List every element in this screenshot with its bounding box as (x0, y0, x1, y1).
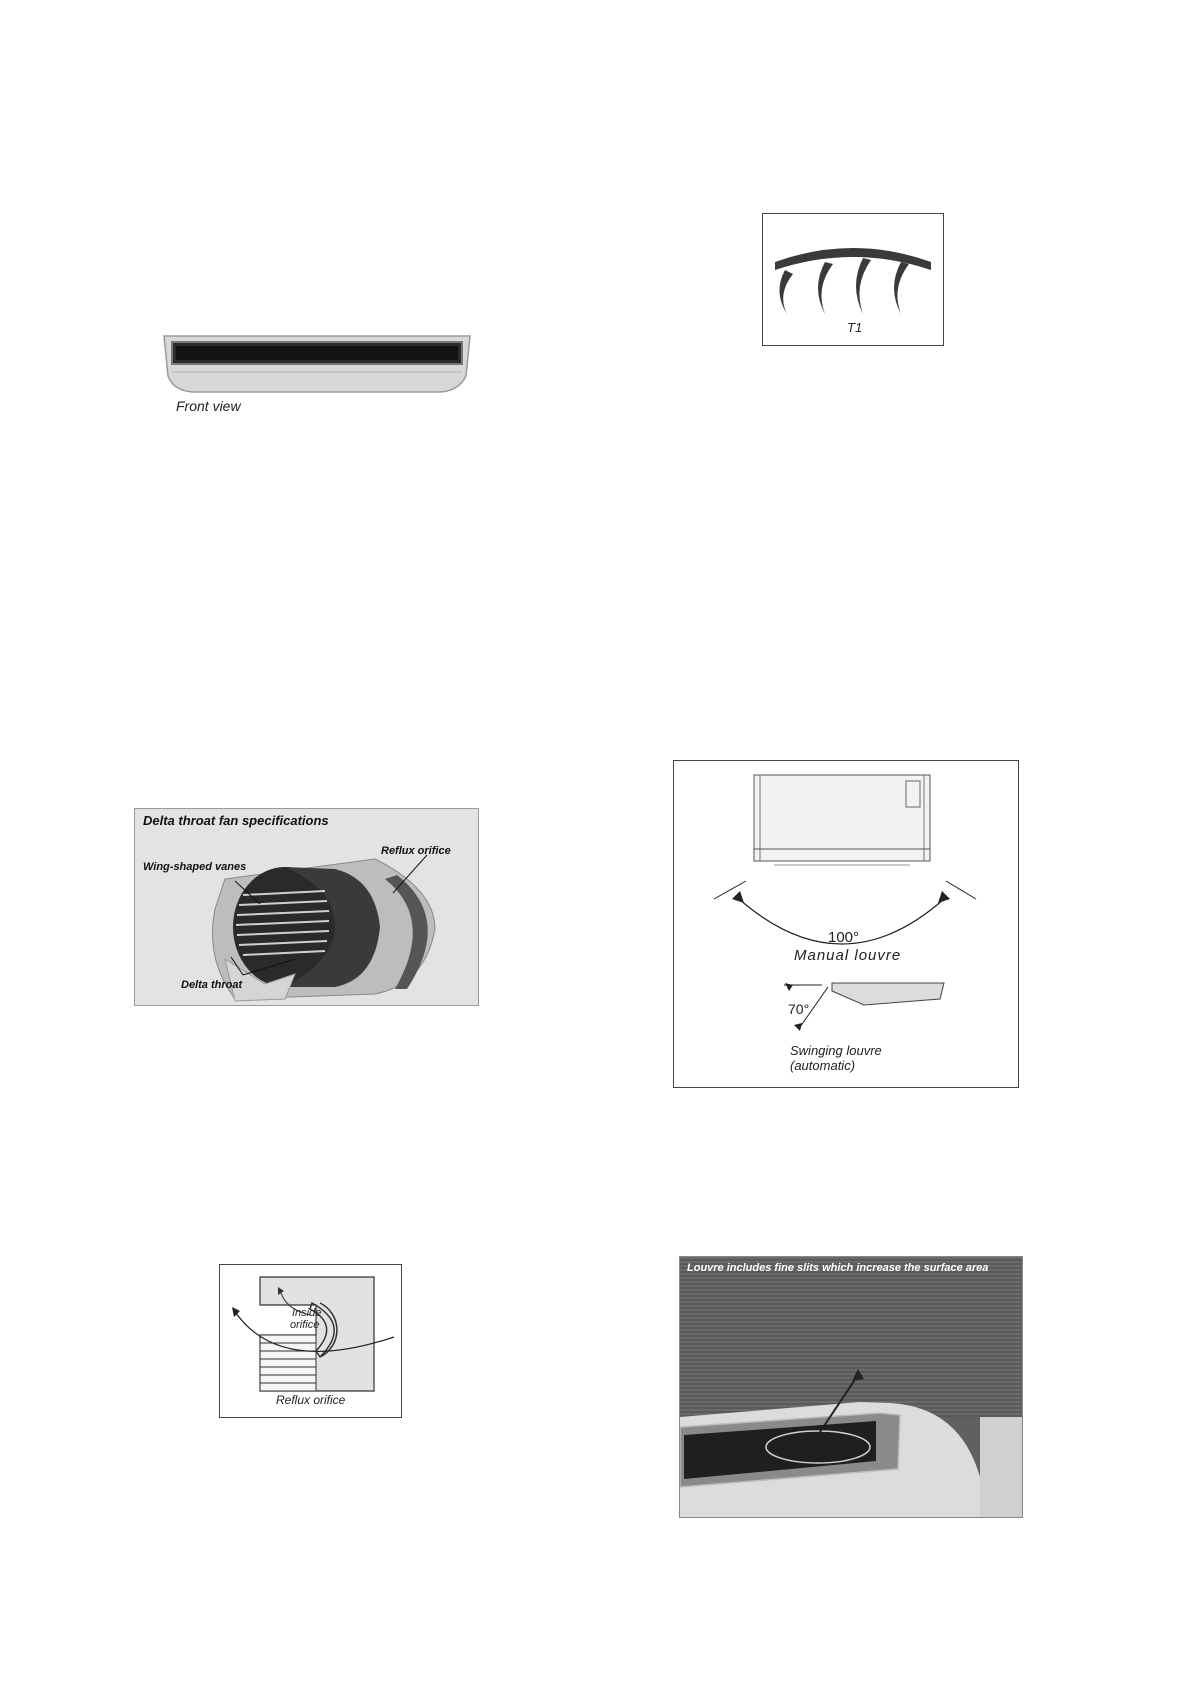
louvre-slits-image (680, 1257, 1023, 1518)
front-view-figure (158, 332, 478, 412)
swing-angle-label: 70° (788, 1001, 810, 1017)
inside-orifice-label-2: orifice (290, 1319, 320, 1331)
delta-throat-label: Delta throat (181, 979, 243, 991)
t1-caption: T1 (847, 320, 863, 335)
manual-louvre-caption: Manual louvre (794, 947, 902, 964)
manual-angle-label: 100° (828, 929, 860, 946)
inside-orifice-label-1: Inside (292, 1307, 322, 1319)
reflux-orifice-figure (219, 1264, 402, 1418)
louvre-angle-figure (673, 760, 1019, 1088)
louvre-slits-figure (679, 1256, 1023, 1518)
delta-fan-image (135, 809, 480, 1007)
front-view-caption: Front view (176, 398, 241, 414)
front-view-unit-image (158, 332, 478, 392)
wing-shaped-vanes-label: Wing-shaped vanes (143, 861, 247, 873)
t1-blade-figure (762, 213, 944, 346)
louvre-angle-image (674, 761, 1020, 1089)
louvre-photo-title: Louvre includes fine slits which increase the surface area (687, 1262, 989, 1274)
delta-fan-title: Delta throat fan specifications (143, 813, 329, 828)
swinging-louvre-automatic-caption: (automatic) (790, 1058, 856, 1073)
reflux-orifice-label: Reflux orifice (381, 845, 451, 857)
swinging-louvre-caption: Swinging louvre (790, 1043, 882, 1058)
delta-fan-figure (134, 808, 479, 1006)
reflux-orifice-caption: Reflux orifice (276, 1393, 346, 1407)
